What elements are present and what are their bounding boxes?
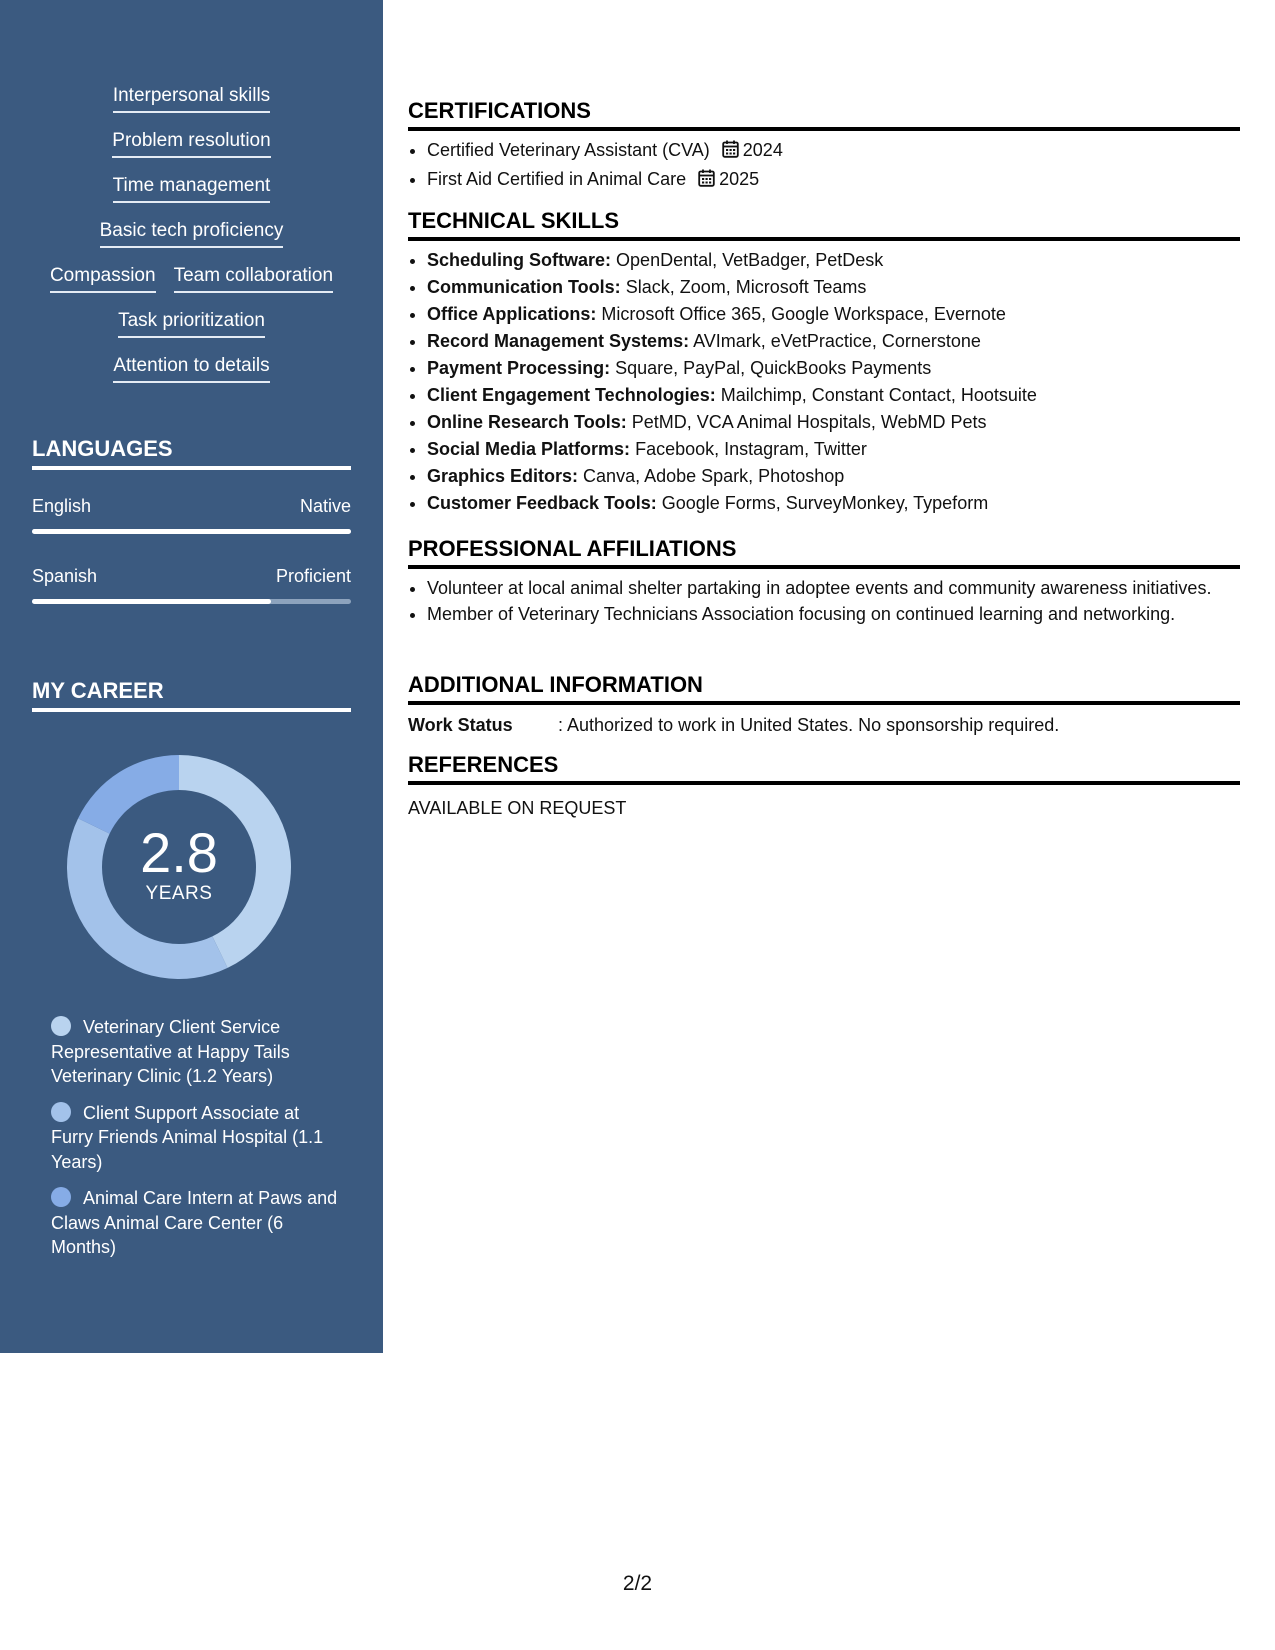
work-status-label: Work Status <box>408 715 513 735</box>
additional-info-heading: ADDITIONAL INFORMATION <box>408 672 1240 705</box>
skill-row <box>0 129 383 174</box>
technical-skills-section <box>408 208 1240 517</box>
language-spanish <box>32 565 351 604</box>
technical-skill-item <box>427 274 1240 301</box>
skill-tag: Attention to details <box>113 354 269 383</box>
language-level: Native <box>299 496 351 516</box>
sidebar <box>0 0 383 1353</box>
technical-skill-label: Office Applications: <box>427 304 597 324</box>
skill-tag: Time management <box>113 174 271 203</box>
references-section <box>408 752 1240 820</box>
career-heading: MY CAREER <box>32 678 351 712</box>
technical-skill-value: Square, PayPal, QuickBooks Payments <box>615 358 932 378</box>
skill-row <box>0 354 383 399</box>
work-status-row <box>408 713 1240 737</box>
technical-skill-label: Social Media Platforms: <box>427 439 631 459</box>
technical-skill-value: Microsoft Office 365, Google Workspace, Evernote <box>601 304 1006 324</box>
technical-skill-value: AVImark, eVetPractice, Cornerstone <box>693 331 981 351</box>
career-total: 2.8 <box>140 821 218 884</box>
technical-skill-label: Payment Processing: <box>427 358 611 378</box>
career-item-text: Animal Care Intern at Paws and Claws Animal Care Center (6 Months) <box>51 1188 338 1257</box>
language-name: English <box>32 496 92 516</box>
skill-tag: Compassion <box>50 264 156 293</box>
language-bar-fill <box>32 529 351 534</box>
certifications-heading: CERTIFICATIONS <box>408 98 1240 131</box>
skill-tag: Interpersonal skills <box>113 84 270 113</box>
skill-row <box>0 219 383 264</box>
technical-skill-label: Graphics Editors: <box>427 466 579 486</box>
affiliation-item: • Volunteer at local animal shelter partaking in adoptee events and community awareness initiatives. <box>427 575 1240 601</box>
technical-skill-item <box>427 247 1240 274</box>
affiliations-heading: PROFESSIONAL AFFILIATIONS <box>408 536 1240 569</box>
skill-row <box>0 264 383 309</box>
language-english <box>32 495 351 534</box>
work-status-value: : Authorized to work in United States. No sponsorship required. <box>558 715 1060 735</box>
skill-row <box>0 174 383 219</box>
certifications-section <box>408 98 1240 195</box>
language-bar <box>32 529 351 534</box>
skill-tag: Team collaboration <box>174 264 333 293</box>
career-legend-dot <box>51 1187 71 1207</box>
references-heading: REFERENCES <box>408 752 1240 785</box>
career-legend-dot <box>51 1102 71 1122</box>
career-donut-chart <box>67 755 291 979</box>
technical-skill-label: Communication Tools: <box>427 277 621 297</box>
technical-skills-list <box>408 247 1240 517</box>
calendar-icon <box>722 139 739 166</box>
languages-heading: LANGUAGES <box>32 436 351 470</box>
language-bar-fill <box>32 599 271 604</box>
affiliation-item: • Member of Veterinary Technicians Association focusing on continued learning and networking. <box>427 601 1240 627</box>
technical-skill-item <box>427 301 1240 328</box>
career-item-text: Veterinary Client Service Representative at Happy Tails Veterinary Clinic (1.2 Years) <box>51 1017 290 1086</box>
skill-row <box>0 309 383 354</box>
technical-skill-label: Online Research Tools: <box>427 412 627 432</box>
language-name: Spanish <box>32 566 98 586</box>
references-text: AVAILABLE ON REQUEST <box>408 798 627 818</box>
technical-skill-value: Canva, Adobe Spark, Photoshop <box>583 466 845 486</box>
technical-skill-value: Slack, Zoom, Microsoft Teams <box>625 277 867 297</box>
skills-list <box>0 84 383 399</box>
career-item <box>51 1015 341 1089</box>
technical-skill-value: Facebook, Instagram, Twitter <box>635 439 867 459</box>
technical-skills-heading: TECHNICAL SKILLS <box>408 208 1240 241</box>
calendar-icon <box>698 168 715 195</box>
affiliations-list <box>408 575 1240 627</box>
technical-skill-item <box>427 328 1240 355</box>
career-unit: YEARS <box>145 883 213 904</box>
technical-skill-item <box>427 490 1240 517</box>
technical-skill-item <box>427 382 1240 409</box>
skill-tag: Basic tech proficiency <box>100 219 284 248</box>
certification-year: 2024 <box>742 140 783 160</box>
skill-tag: Task prioritization <box>118 309 265 338</box>
technical-skill-value: PetMD, VCA Animal Hospitals, WebMD Pets <box>631 412 987 432</box>
career-item-text: Client Support Associate at Furry Friends Animal Hospital (1.1 Years) <box>51 1102 324 1172</box>
certification-name: First Aid Certified in Animal Care <box>427 169 687 189</box>
affiliations-section <box>408 536 1240 627</box>
technical-skill-value: Google Forms, SurveyMonkey, Typeform <box>661 493 989 513</box>
certification-name: Certified Veterinary Assistant (CVA) <box>427 140 710 160</box>
technical-skill-item <box>427 463 1240 490</box>
technical-skill-value: OpenDental, VetBadger, PetDesk <box>616 250 884 270</box>
page-number: 2/2 <box>622 1572 653 1595</box>
technical-skill-item <box>427 409 1240 436</box>
career-item <box>51 1186 341 1260</box>
additional-info-section <box>408 672 1240 737</box>
certification-item <box>427 137 1240 166</box>
technical-skill-item <box>427 355 1240 382</box>
certifications-list <box>408 137 1240 195</box>
language-level: Proficient <box>275 566 351 586</box>
technical-skill-label: Record Management Systems: <box>427 331 690 351</box>
career-legend-dot <box>51 1016 71 1036</box>
technical-skill-label: Client Engagement Technologies: <box>427 385 716 405</box>
technical-skill-item <box>427 436 1240 463</box>
career-list <box>51 1015 341 1272</box>
language-bar <box>32 599 351 604</box>
technical-skill-label: Scheduling Software: <box>427 250 612 270</box>
technical-skill-label: Customer Feedback Tools: <box>427 493 657 513</box>
certification-item <box>427 166 1240 195</box>
career-item <box>51 1101 341 1175</box>
certification-year: 2025 <box>719 169 760 189</box>
skill-tag: Problem resolution <box>112 129 270 158</box>
skill-row <box>0 84 383 129</box>
technical-skill-value: Mailchimp, Constant Contact, Hootsuite <box>720 385 1037 405</box>
